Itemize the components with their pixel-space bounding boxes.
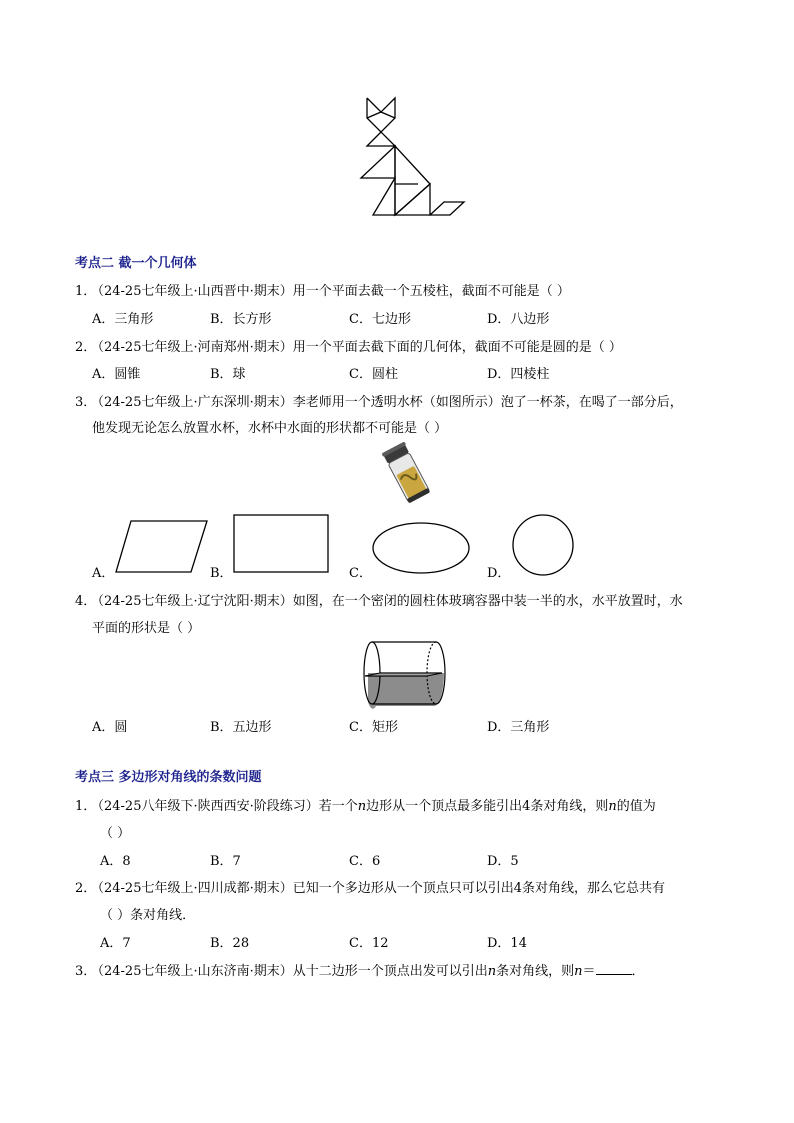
question-number: 3．	[75, 395, 97, 410]
parallelogram-shape	[115, 519, 210, 574]
question-text-line2: 他发现无论怎么放置水杯，水杯中水面的形状都不可能是（ ）	[92, 421, 448, 436]
section-title-3: 考点三 多边形对角线的条数问题	[75, 770, 262, 785]
option-c: C．12	[349, 936, 389, 951]
ellipse-shape	[372, 521, 472, 576]
option-a: A．圆	[92, 720, 128, 735]
option-c: C．圆柱	[349, 367, 398, 382]
glass-cup-image	[375, 442, 440, 507]
option-b: B．球	[210, 367, 246, 382]
question-text-line1: （24-25七年级上·四川成都·期末）已知一个多边形从一个顶点只可以引出4条对角线，那么它总共有	[91, 881, 666, 896]
circle-shape	[511, 513, 575, 577]
question-text: （24-25七年级上·河南郑州·期末）用一个平面去截下面的几何体，截面不可能是圆的是（ ）	[91, 340, 622, 355]
option-d: D．八边形	[487, 312, 550, 327]
option-c: C．	[349, 566, 372, 581]
question-number: 2．	[75, 340, 97, 355]
section-title-2: 考点二 截一个几何体	[75, 256, 197, 271]
question-text-line1: （24-25七年级上·广东深圳·期末）李老师用一个透明水杯（如图所示）泡了一杯茶，在喝了一部分后，	[91, 395, 683, 410]
option-d: D．	[487, 566, 511, 581]
question-number: 3．	[75, 964, 97, 979]
option-c: C．矩形	[349, 720, 398, 735]
option-c: C．七边形	[349, 312, 411, 327]
option-a: A．8	[100, 854, 131, 869]
option-b: B．长方形	[210, 312, 272, 327]
option-b: B．28	[210, 936, 250, 951]
option-a: A．三角形	[92, 312, 154, 327]
option-b: B．五边形	[210, 720, 272, 735]
question-text-line1: （24-25七年级上·辽宁沈阳·期末）如图，在一个密闭的圆柱体玻璃容器中装一半的水，水平放置时，水	[91, 594, 683, 609]
question-number: 4．	[75, 594, 97, 609]
option-a: A．圆锥	[92, 367, 141, 382]
option-a: A．	[92, 566, 115, 581]
question-text-line2: 平面的形状是（ ）	[92, 621, 201, 636]
option-d: D．四棱柱	[487, 367, 550, 382]
option-d: D．三角形	[487, 720, 550, 735]
option-c: C．6	[349, 854, 381, 869]
cylinder-water-figure	[358, 640, 453, 708]
tangram-cat-figure	[350, 90, 480, 220]
question-text-line2: （ ）条对角线．	[100, 908, 196, 923]
rectangle-shape	[233, 514, 330, 574]
question-text-line1: （24-25八年级下·陕西西安·阶段练习）若一个n边形从一个顶点最多能引出4条对角线，则n的值为	[91, 799, 656, 814]
question-number: 1．	[75, 799, 97, 814]
question-text: （24-25七年级上·山西晋中·期末）用一个平面去截一个五棱柱，截面不可能是（ ）	[91, 284, 570, 299]
option-b: B．	[210, 566, 233, 581]
option-d: D．14	[487, 936, 527, 951]
option-d: D．5	[487, 854, 519, 869]
question-text: （24-25七年级上·山东济南·期末）从十二边形一个顶点出发可以引出n条对角线，则n＝ ．	[91, 964, 645, 979]
question-text-line2: （ ）	[100, 826, 131, 841]
question-number: 1．	[75, 284, 97, 299]
question-number: 2．	[75, 881, 97, 896]
option-b: B．7	[210, 854, 241, 869]
option-a: A．7	[100, 936, 131, 951]
answer-blank[interactable]	[596, 962, 632, 975]
